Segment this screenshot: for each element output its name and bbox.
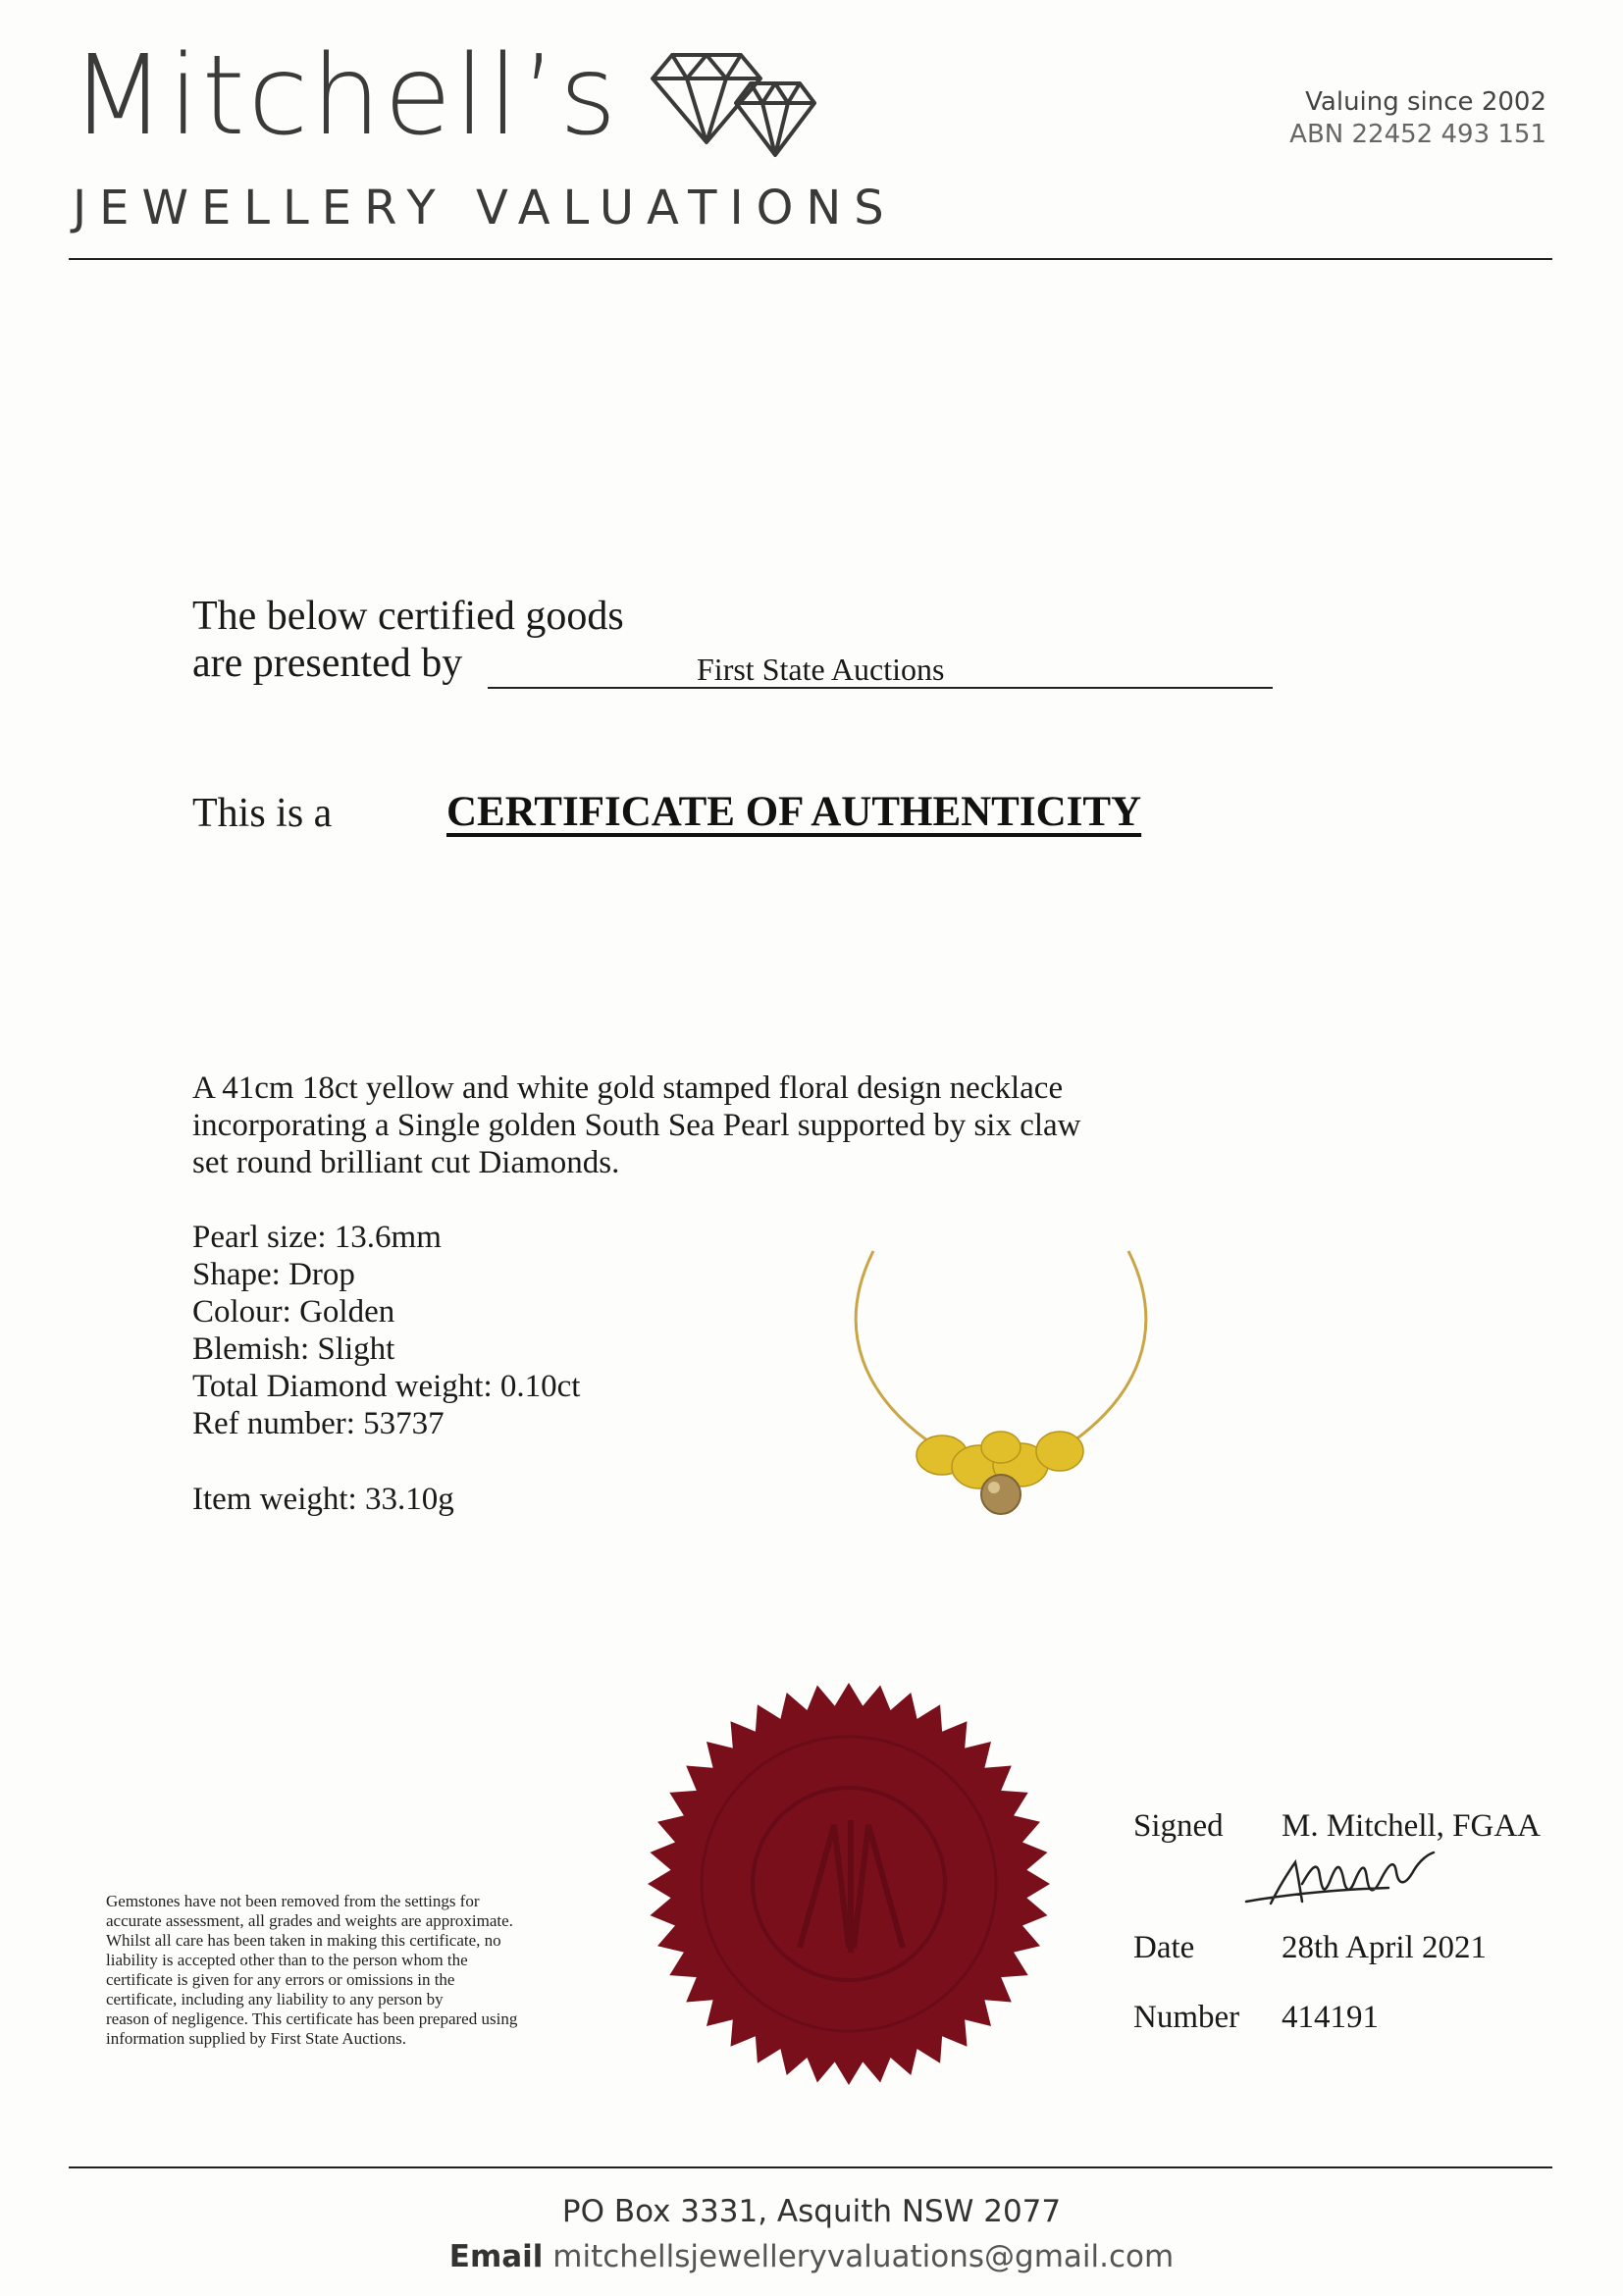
- diamond-icon: [643, 49, 819, 162]
- disclaimer-line: liability is accepted other than to the person whom the: [106, 1951, 468, 1969]
- certificate-prefix: This is a: [192, 791, 333, 836]
- number-value: 414191: [1282, 2000, 1379, 2035]
- disclaimer-line: Whilst all care has been taken in making this certificate, no: [106, 1931, 501, 1950]
- item-specs: [192, 1219, 580, 1442]
- item-weight: Item weight: 33.10g: [192, 1482, 454, 1517]
- brand-name: Mitchell’s: [71, 32, 620, 160]
- email-label: Email: [448, 2239, 544, 2274]
- spec-pearl-size: Pearl size: 13.6mm: [192, 1220, 442, 1255]
- footer-email: [0, 2239, 1623, 2274]
- description-line: A 41cm 18ct yellow and white gold stamped floral design necklace: [192, 1070, 1064, 1106]
- description-line: set round brilliant cut Diamonds.: [192, 1145, 620, 1180]
- spec-colour: Colour: Golden: [192, 1294, 395, 1330]
- date-label: Date: [1133, 1930, 1195, 1965]
- description-line: incorporating a Single golden South Sea Pearl supported by six claw: [192, 1108, 1081, 1143]
- disclaimer-line: certificate, including any liability to any person by: [106, 1990, 444, 2009]
- tagline-block: [1289, 86, 1546, 150]
- presented-line-2: are presented by: [192, 641, 463, 686]
- certificate-title: CERTIFICATE OF AUTHENTICITY: [446, 789, 1142, 835]
- item-description: [192, 1070, 1174, 1181]
- disclaimer-line: certificate is given for any errors or omissions in the: [106, 1970, 455, 1989]
- disclaimer-line: information supplied by First State Auctions.: [106, 2029, 406, 2048]
- disclaimer-line: reason of negligence. This certificate has been prepared using: [106, 2009, 518, 2028]
- brand-subtitle: JEWELLERY VALUATIONS: [73, 181, 897, 235]
- spec-ref-number: Ref number: 53737: [192, 1406, 445, 1441]
- disclaimer-line: Gemstones have not been removed from the settings for: [106, 1892, 480, 1910]
- disclaimer-text: [106, 1892, 597, 2049]
- spec-shape: Shape: Drop: [192, 1257, 355, 1292]
- necklace-photo: [844, 1241, 1158, 1526]
- footer-divider: [69, 2166, 1552, 2168]
- email-link[interactable]: mitchellsjewelleryvaluations@gmail.com: [552, 2239, 1175, 2274]
- wax-seal: [643, 1678, 1055, 2090]
- tagline: Valuing since 2002: [1305, 87, 1546, 117]
- signed-value: M. Mitchell, FGAA: [1282, 1808, 1541, 1844]
- date-value: 28th April 2021: [1282, 1930, 1488, 1965]
- handwritten-signature: [1241, 1845, 1467, 1913]
- presenter-name: First State Auctions: [697, 652, 945, 687]
- spec-diamond-weight: Total Diamond weight: 0.10ct: [192, 1369, 581, 1404]
- number-label: Number: [1133, 2000, 1240, 2035]
- presented-by-text: [192, 593, 624, 687]
- presented-line-1: The below certified goods: [192, 594, 624, 639]
- header-divider: [69, 258, 1552, 260]
- disclaimer-line: accurate assessment, all grades and weights are approximate.: [106, 1911, 513, 1930]
- spec-blemish: Blemish: Slight: [192, 1331, 395, 1367]
- signed-label: Signed: [1133, 1808, 1224, 1844]
- footer-address: PO Box 3331, Asquith NSW 2077: [561, 2194, 1062, 2229]
- abn-number: ABN 22452 493 151: [1289, 119, 1546, 149]
